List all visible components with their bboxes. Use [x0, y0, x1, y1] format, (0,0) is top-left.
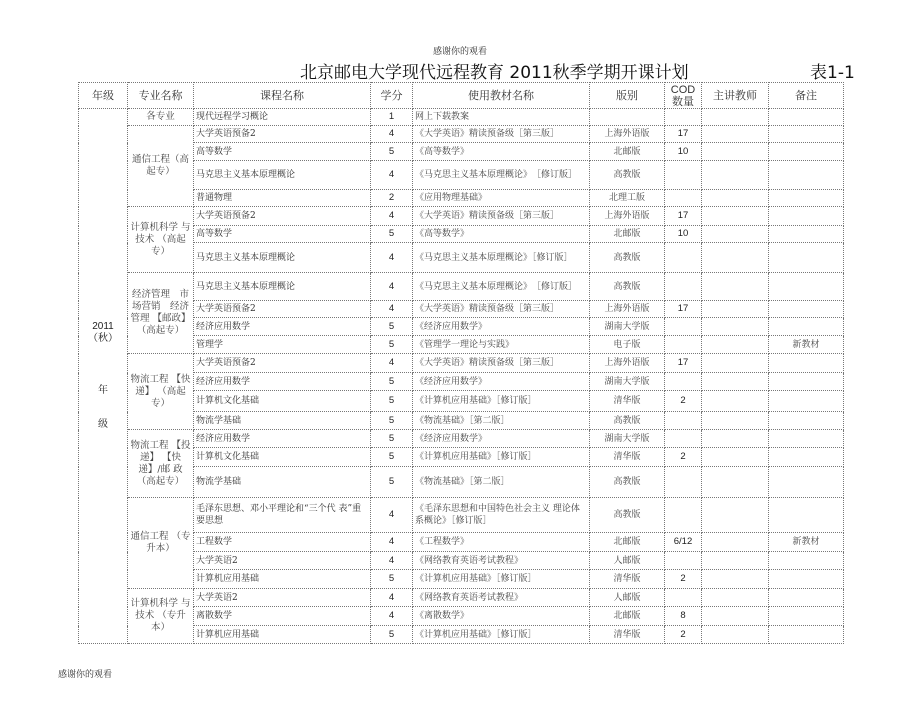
edition-cell: 高教版 — [590, 467, 665, 498]
credit-cell: 5 — [371, 626, 413, 644]
credit-cell: 5 — [371, 570, 413, 589]
course-cell: 大学英语2 — [194, 552, 371, 570]
teacher-cell — [702, 570, 769, 589]
teacher-cell — [702, 448, 769, 467]
edition-cell: 湖南大学版 — [590, 430, 665, 448]
textbook-cell: 《高等数学》 — [413, 226, 590, 243]
cod-cell — [665, 412, 702, 430]
textbook-cell: 《高等数学》 — [413, 143, 590, 161]
textbook-cell: 《物流基础》［第二版］ — [413, 412, 590, 430]
header-major: 专业名称 — [128, 83, 194, 109]
credit-cell: 4 — [371, 207, 413, 226]
textbook-cell: 《工程数学》 — [413, 533, 590, 552]
textbook-cell: 《大学英语》精读预备级［第三版］ — [413, 301, 590, 318]
teacher-cell — [702, 273, 769, 301]
course-cell: 马克思主义基本原理概论 — [194, 273, 371, 301]
table-row — [79, 190, 844, 207]
cod-cell: 17 — [665, 301, 702, 318]
credit-cell: 5 — [371, 336, 413, 354]
header-cod — [665, 83, 702, 109]
edition-cell: 北邮版 — [590, 226, 665, 243]
edition-cell — [590, 109, 665, 126]
remark-cell — [769, 318, 844, 336]
credit-cell: 2 — [371, 190, 413, 207]
course-cell: 大学英语预备2 — [194, 354, 371, 373]
teacher-cell — [702, 589, 769, 607]
major-cell: 各专业 — [128, 109, 194, 126]
table-row — [79, 373, 844, 391]
remark-cell — [769, 301, 844, 318]
cod-cell: 10 — [665, 226, 702, 243]
cod-cell — [665, 161, 702, 190]
credit-cell: 4 — [371, 273, 413, 301]
major-cell: 计算机科学 与 技术 （专升 本） — [128, 589, 194, 644]
remark-cell: 新教材 — [769, 533, 844, 552]
remark-cell — [769, 391, 844, 412]
edition-cell: 人邮版 — [590, 552, 665, 570]
cod-cell — [665, 336, 702, 354]
header-cod-line1: COD — [670, 83, 696, 96]
credit-cell: 5 — [371, 467, 413, 498]
remark-cell — [769, 448, 844, 467]
textbook-cell: 《经济应用数学》 — [413, 430, 590, 448]
textbook-cell: 《大学英语》精读预备级［第三版］ — [413, 354, 590, 373]
course-cell: 大学英语2 — [194, 589, 371, 607]
major-cell: 物流工程 【投递】 【快递】/邮 政 （高起专） — [128, 430, 194, 498]
textbook-cell: 《马克思主义基本原理概论》 ［修订版］ — [413, 161, 590, 190]
teacher-cell — [702, 301, 769, 318]
credit-cell: 5 — [371, 143, 413, 161]
edition-cell: 湖南大学版 — [590, 318, 665, 336]
table-row — [79, 391, 844, 412]
major-cell: 经济管理 市场营销 经济管理 【邮政】 （高起专） — [128, 273, 194, 354]
course-cell: 现代远程学习概论 — [194, 109, 371, 126]
credit-cell: 4 — [371, 161, 413, 190]
cod-cell: 2 — [665, 626, 702, 644]
edition-cell: 上海外语版 — [590, 207, 665, 226]
credit-cell: 4 — [371, 552, 413, 570]
remark-cell — [769, 243, 844, 273]
table-row — [79, 226, 844, 243]
course-cell: 大学英语预备2 — [194, 126, 371, 143]
teacher-cell — [702, 207, 769, 226]
remark-cell — [769, 161, 844, 190]
remark-cell — [769, 589, 844, 607]
edition-cell: 北邮版 — [590, 143, 665, 161]
teacher-cell — [702, 243, 769, 273]
teacher-cell — [702, 430, 769, 448]
course-cell: 计算机文化基础 — [194, 391, 371, 412]
textbook-cell: 《大学英语》精读预备级［第三版］ — [413, 207, 590, 226]
course-cell: 毛泽东思想、邓小平理论和“三个代 表”重要思想 — [194, 498, 371, 533]
table-row — [79, 207, 844, 226]
credit-cell: 4 — [371, 533, 413, 552]
course-cell: 高等数学 — [194, 143, 371, 161]
edition-cell: 清华版 — [590, 448, 665, 467]
course-cell: 离散数学 — [194, 607, 371, 626]
major-cell: 物流工程 【快递】 （高起 专） — [128, 354, 194, 430]
teacher-cell — [702, 143, 769, 161]
textbook-cell: 《管理学一理论与实践》 — [413, 336, 590, 354]
remark-cell — [769, 109, 844, 126]
header-note: 感谢你的观看 — [432, 47, 487, 57]
edition-cell: 湖南大学版 — [590, 373, 665, 391]
remark-cell — [769, 498, 844, 533]
textbook-cell: 《经济应用数学》 — [413, 373, 590, 391]
course-cell: 计算机文化基础 — [194, 448, 371, 467]
edition-cell: 高教版 — [590, 161, 665, 190]
textbook-cell: 《马克思主义基本原理概论》 ［修订版］ — [413, 273, 590, 301]
remark-cell — [769, 354, 844, 373]
teacher-cell — [702, 354, 769, 373]
teacher-cell — [702, 626, 769, 644]
credit-cell: 4 — [371, 589, 413, 607]
header-textbook: 使用教材名称 — [413, 83, 590, 109]
course-cell: 经济应用数学 — [194, 318, 371, 336]
cod-cell: 17 — [665, 207, 702, 226]
table-row — [79, 498, 844, 533]
header-grade: 年级 — [79, 83, 128, 109]
teacher-cell — [702, 126, 769, 143]
textbook-cell: 《物流基础》［第二版］ — [413, 467, 590, 498]
credit-cell: 5 — [371, 430, 413, 448]
teacher-cell — [702, 412, 769, 430]
cod-cell — [665, 552, 702, 570]
cod-cell — [665, 373, 702, 391]
credit-cell: 4 — [371, 354, 413, 373]
table-row — [79, 607, 844, 626]
remark-cell — [769, 373, 844, 391]
page-title: 北京邮电大学现代远程教育 2011秋季学期开课计划 — [300, 63, 689, 83]
grade-cell — [79, 109, 128, 644]
textbook-cell: 《网络教育英语考试教程》 — [413, 552, 590, 570]
remark-cell — [769, 126, 844, 143]
credit-cell: 5 — [371, 391, 413, 412]
teacher-cell — [702, 552, 769, 570]
credit-cell: 5 — [371, 226, 413, 243]
edition-cell: 清华版 — [590, 626, 665, 644]
remark-cell — [769, 552, 844, 570]
cod-cell: 17 — [665, 354, 702, 373]
course-cell: 普通物理 — [194, 190, 371, 207]
header-course: 课程名称 — [194, 83, 371, 109]
cod-cell — [665, 190, 702, 207]
textbook-cell: 《马克思主义基本原理概论》［修订版］ — [413, 243, 590, 273]
textbook-cell: 网上下载教案 — [413, 109, 590, 126]
textbook-cell: 《计算机应用基础》［修订版］ — [413, 570, 590, 589]
course-cell: 工程数学 — [194, 533, 371, 552]
table-row — [79, 243, 844, 273]
table-row — [79, 589, 844, 607]
teacher-cell — [702, 533, 769, 552]
table-row — [79, 273, 844, 301]
cod-cell — [665, 467, 702, 498]
course-cell: 大学英语预备2 — [194, 207, 371, 226]
grade-year: 2011 — [92, 321, 114, 332]
edition-cell: 上海外语版 — [590, 126, 665, 143]
course-cell: 高等数学 — [194, 226, 371, 243]
cod-cell: 8 — [665, 607, 702, 626]
cod-cell: 6/12 — [665, 533, 702, 552]
teacher-cell — [702, 391, 769, 412]
table-row — [79, 467, 844, 498]
credit-cell: 5 — [371, 318, 413, 336]
edition-cell: 北邮版 — [590, 607, 665, 626]
textbook-cell: 《计算机应用基础》［修订版］ — [413, 391, 590, 412]
teacher-cell — [702, 498, 769, 533]
course-cell: 物流学基础 — [194, 412, 371, 430]
header-edition: 版别 — [590, 83, 665, 109]
remark-cell — [769, 626, 844, 644]
credit-cell: 5 — [371, 448, 413, 467]
cod-cell — [665, 243, 702, 273]
remark-cell — [769, 143, 844, 161]
remark-cell — [769, 273, 844, 301]
edition-cell: 上海外语版 — [590, 301, 665, 318]
credit-cell: 4 — [371, 243, 413, 273]
header-row — [79, 83, 844, 109]
course-cell: 经济应用数学 — [194, 373, 371, 391]
grade-char-2: 级 — [98, 419, 108, 430]
header-cod-line2: 数量 — [672, 94, 694, 108]
teacher-cell — [702, 161, 769, 190]
grade-season: （秋） — [88, 333, 118, 344]
textbook-cell: 《经济应用数学》 — [413, 318, 590, 336]
cod-cell: 2 — [665, 448, 702, 467]
cod-cell — [665, 273, 702, 301]
edition-cell: 高教版 — [590, 412, 665, 430]
course-cell: 管理学 — [194, 336, 371, 354]
table-row — [79, 143, 844, 161]
teacher-cell — [702, 109, 769, 126]
teacher-cell — [702, 318, 769, 336]
table-row — [79, 161, 844, 190]
credit-cell: 4 — [371, 607, 413, 626]
credit-cell: 1 — [371, 109, 413, 126]
header-credit: 学分 — [371, 83, 413, 109]
cod-cell — [665, 430, 702, 448]
textbook-cell: 《计算机应用基础》［修订版］ — [413, 626, 590, 644]
header-remark: 备注 — [769, 83, 844, 109]
teacher-cell — [702, 467, 769, 498]
major-cell: 通信工程（高起专） — [128, 126, 194, 207]
remark-cell — [769, 570, 844, 589]
table-row — [79, 109, 844, 126]
edition-cell: 人邮版 — [590, 589, 665, 607]
cod-cell: 2 — [665, 570, 702, 589]
credit-cell: 5 — [371, 373, 413, 391]
table-row — [79, 533, 844, 552]
edition-cell: 高教版 — [590, 498, 665, 533]
major-cell: 计算机科学 与 技术 （高起 专） — [128, 207, 194, 273]
cod-cell: 17 — [665, 126, 702, 143]
teacher-cell — [702, 607, 769, 626]
course-cell: 物流学基础 — [194, 467, 371, 498]
edition-cell: 高教版 — [590, 243, 665, 273]
edition-cell: 上海外语版 — [590, 354, 665, 373]
cod-cell: 10 — [665, 143, 702, 161]
edition-cell: 清华版 — [590, 570, 665, 589]
footer-note: 感谢你的观看 — [58, 670, 113, 680]
textbook-cell: 《应用物理基础》 — [413, 190, 590, 207]
teacher-cell — [702, 226, 769, 243]
table-row — [79, 354, 844, 373]
textbook-cell: 《网络教育英语考试教程》 — [413, 589, 590, 607]
table-row — [79, 626, 844, 644]
table-row — [79, 430, 844, 448]
cod-cell — [665, 318, 702, 336]
remark-cell — [769, 207, 844, 226]
edition-cell: 清华版 — [590, 391, 665, 412]
cod-cell — [665, 589, 702, 607]
header-teacher: 主讲教师 — [702, 83, 769, 109]
credit-cell: 4 — [371, 498, 413, 533]
textbook-cell: 《计算机应用基础》［修订版］ — [413, 448, 590, 467]
teacher-cell — [702, 336, 769, 354]
course-cell: 大学英语预备2 — [194, 301, 371, 318]
cod-cell — [665, 498, 702, 533]
remark-cell — [769, 190, 844, 207]
edition-cell: 北邮版 — [590, 533, 665, 552]
table-row — [79, 301, 844, 318]
table-row — [79, 412, 844, 430]
textbook-cell: 《离散数学》 — [413, 607, 590, 626]
course-cell: 经济应用数学 — [194, 430, 371, 448]
table-row — [79, 126, 844, 143]
remark-cell — [769, 226, 844, 243]
table-row — [79, 318, 844, 336]
table-row — [79, 570, 844, 589]
textbook-cell: 《大学英语》精读预备级［第三版］ — [413, 126, 590, 143]
textbook-cell: 《毛泽东思想和中国特色社会主义 理论体系概论》［修订版］ — [413, 498, 590, 533]
edition-cell: 高教版 — [590, 273, 665, 301]
remark-cell — [769, 430, 844, 448]
table-number: 表1-1 — [810, 63, 855, 83]
course-cell: 计算机应用基础 — [194, 626, 371, 644]
cod-cell: 2 — [665, 391, 702, 412]
course-cell: 计算机应用基础 — [194, 570, 371, 589]
course-plan-table — [78, 82, 844, 644]
edition-cell: 北理工版 — [590, 190, 665, 207]
credit-cell: 5 — [371, 412, 413, 430]
credit-cell: 4 — [371, 126, 413, 143]
cod-cell — [665, 109, 702, 126]
remark-cell — [769, 607, 844, 626]
edition-cell: 电子版 — [590, 336, 665, 354]
remark-cell: 新教材 — [769, 336, 844, 354]
major-cell: 通信工程 （专升本） — [128, 498, 194, 589]
course-cell: 马克思主义基本原理概论 — [194, 161, 371, 190]
credit-cell: 4 — [371, 301, 413, 318]
remark-cell — [769, 467, 844, 498]
table-row — [79, 448, 844, 467]
grade-char-1: 年 — [98, 385, 108, 396]
table-row — [79, 552, 844, 570]
remark-cell — [769, 412, 844, 430]
table-row — [79, 336, 844, 354]
course-cell: 马克思主义基本原理概论 — [194, 243, 371, 273]
teacher-cell — [702, 373, 769, 391]
teacher-cell — [702, 190, 769, 207]
